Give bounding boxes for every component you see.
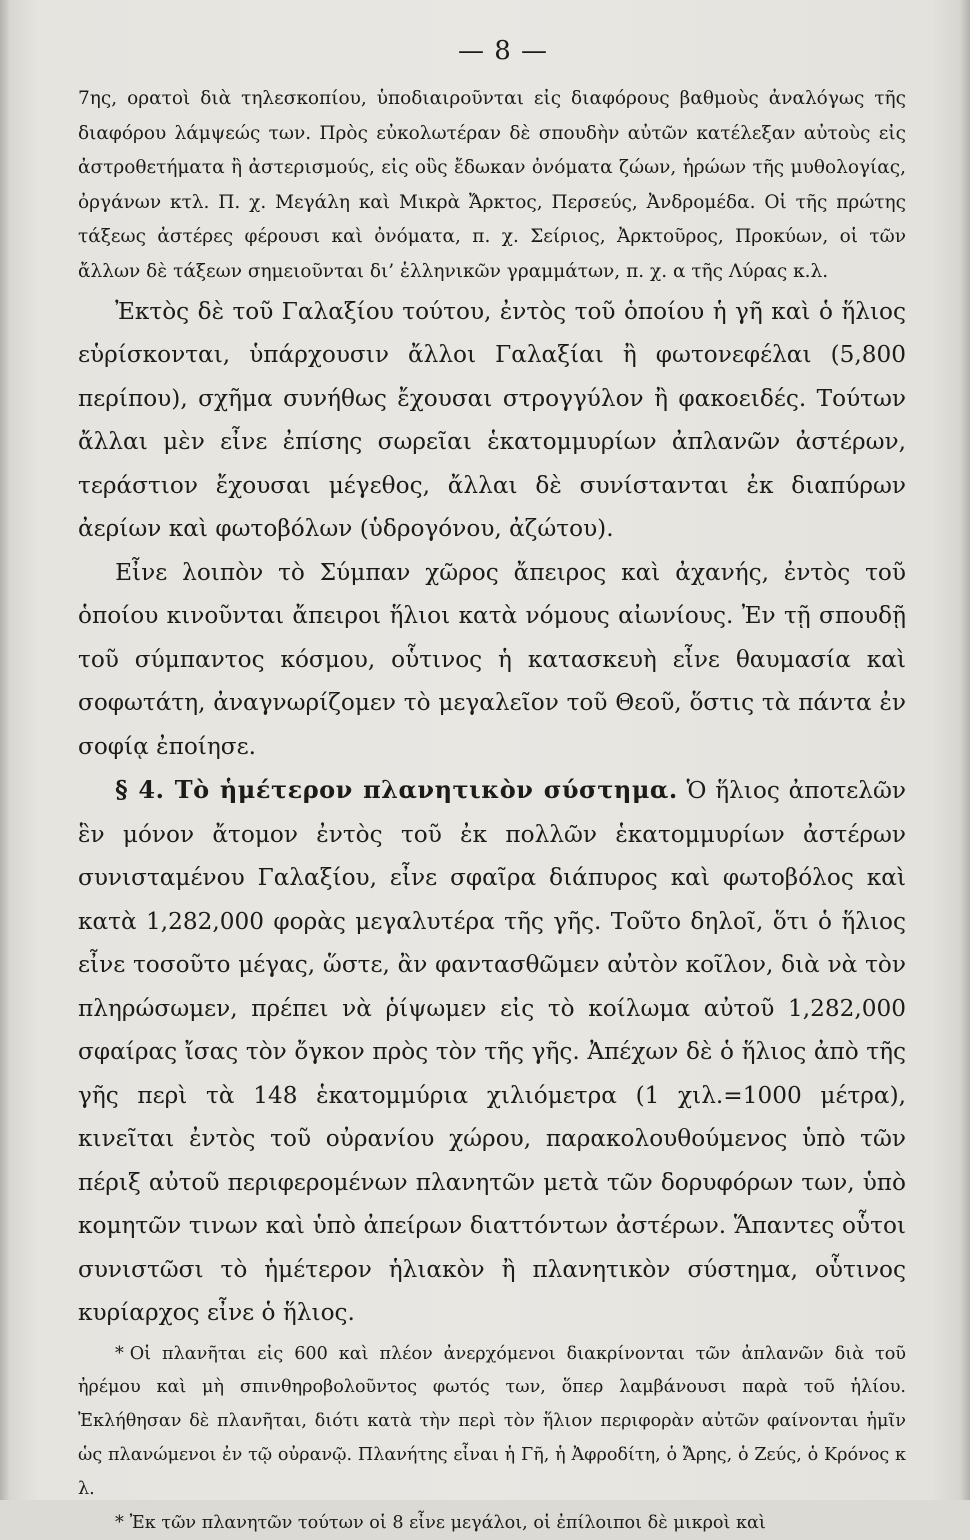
paragraph-stars-classification: 7ης, ορατοὶ διὰ τηλεσκοπίου, ὑποδιαιροῦνται εἰς διαφόρους βαθμοὺς ἀναλόγως τῆς διαφόρου λάμψεώς των. Πρὸς εὐκολωτέραν δὲ σπουδὴν αὐτῶν κατέλεξαν αὐτοὺς εἰς ἀστροθετήματα ἢ ἀστερισμούς, εἰς οὓς ἔδωκαν ὀνόματα ζώων, ἡρώων τῆς μυθολογίας, ὀργάνων κτλ. Π. χ. Μεγάλη καὶ Μικρὰ Ἄρκτος, Περσεύς, Ἀνδρομέδα. Οἱ τῆς πρώτης τάξεως ἀστέρες φέρουσι καὶ ὀνόματα, π. χ. Σείριος, Ἀρκτοῦρος, Προκύων, οἱ τῶν ἄλλων δὲ τάξεων σημειοῦνται δι’ ἑλληνικῶν γραμμάτων, π. χ. α τῆς Λύρας κ.λ. — [78, 88, 906, 282]
main-text — [78, 82, 906, 1540]
footnote-marker: * — [114, 1343, 124, 1364]
paragraph-galaxies: Ἐκτὸς δὲ τοῦ Γαλαξίου τούτου, ἐντὸς τοῦ ὁποίου ἡ γῆ καὶ ὁ ἥλιος εὑρίσκονται, ὑπάρχουσιν ἄλλοι Γαλαξίαι ἢ φωτονεφέλαι (5,800 περίπου), σχῆμα συνήθως ἔχουσαι στρογγύλον ἢ φακοειδές. Τούτων ἄλλαι μὲν εἶνε ἐπίσης σωρεῖαι ἑκατομμυρίων ἀπλανῶν ἀστέρων, τεράστιον ἔχουσαι μέγεθος, ἄλλαι δὲ συνίστανται ἐκ διαπύρων ἀερίων καὶ φωτοβόλων (ὑδρογόνου, ἀζώτου). — [78, 297, 906, 543]
footnote-text: Ἐκ τῶν πλανητῶν τούτων οἱ 8 εἶνε μεγάλοι, οἱ ἐπίλοιποι δὲ μικροὶ καὶ — [129, 1512, 766, 1533]
footnote-planets — [78, 1338, 906, 1507]
page-edge-right — [960, 0, 970, 1500]
footnote-text: Οἱ πλανῆται εἰς 600 καὶ πλέον ἀνερχόμενοι διακρίνονται τῶν ἀπλανῶν διὰ τοῦ ἠρέμου καὶ μὴ σπινθηροβολοῦντος φωτός των, ὅπερ λαμβάνουσι παρὰ τοῦ ἡλίου. Ἐκλήθησαν δὲ πλανῆται, διότι κατὰ τὴν περὶ τὸν ἥλιον περιφορὰν αὐτῶν φαίνονται ἡμῖν ὡς πλανώμενοι ἐν τῷ οὐρανῷ. Πλανήτης εἶναι ἡ Γῆ, ἡ Ἀφροδίτη, ὁ Ἄρης, ὁ Ζεύς, ὁ Κρόνος κ λ. — [78, 1343, 906, 1499]
footnote-marker: * — [114, 1512, 124, 1533]
footnote-major-minor — [78, 1507, 906, 1540]
section-heading: § 4. Τὸ ἡμέτερον πλανητικὸν σύστημα. — [115, 775, 678, 805]
footnotes — [78, 1338, 906, 1540]
page-edge-left — [0, 0, 10, 1500]
page-number: — 8 — — [457, 36, 549, 66]
section-body: Ὁ ἥλιος ἀποτελῶν ἓν μόνον ἄτομον ἐντὸς τοῦ ἐκ πολλῶν ἑκατομμυρίων ἀστέρων συνισταμένου Γαλαξίου, εἶνε σφαῖρα διάπυρος καὶ φωτοβόλος καὶ κατὰ 1,282,000 φορὰς μεγαλυτέρα τῆς γῆς. Τοῦτο δηλοῖ, ὅτι ὁ ἥλιος εἶνε τοσοῦτο μέγας, ὥστε, ἂν φαντασθῶμεν αὐτὸν κοῖλον, διὰ νὰ τὸν πληρώσωμεν, πρέπει νὰ ῥίψωμεν εἰς τὸ κοίλωμα αὐτοῦ 1,282,000 σφαίρας ἴσας τὸν ὄγκον πρὸς τὸν τῆς γῆς. Ἀπέχων δὲ ὁ ἥλιος ἀπὸ τῆς γῆς περὶ τὰ 148 ἑκατομμύρια χιλιόμετρα (1 χιλ.=1000 μέτρα), κινεῖται ἐντὸς τοῦ οὐρανίου χώρου, παρακολουθούμενος ὑπὸ τῶν πέριξ αὐτοῦ περιφερομένων πλανητῶν μετὰ τῶν δορυφόρων των, ὑπὸ κομητῶν τινων καὶ ὑπὸ ἀπείρων διαττόντων ἀστέρων. Ἅπαντες οὗτοι συνιστῶσι τὸ ἡμέτερον ἡλιακὸν ἢ πλανητικὸν σύστημα, οὗτινος κυρίαρχος εἶνε ὁ ἥλιος. — [78, 777, 907, 1327]
paragraph-planetary-system — [78, 768, 906, 1335]
paragraph-universe: Εἶνε λοιπὸν τὸ Σύμπαν χῶρος ἄπειρος καὶ ἀχανής, ἐντὸς τοῦ ὁποίου κινοῦνται ἄπειροι ἥλιοι κατὰ νόμους αἰωνίους. Ἐν τῇ σπουδῇ τοῦ σύμπαντος κόσμου, οὗτινος ἡ κατασκευὴ εἶνε θαυμασία καὶ σοφωτάτη, ἀναγνωρίζομεν τὸ μεγαλεῖον τοῦ Θεοῦ, ὅστις τὰ πάντα ἐν σοφίᾳ ἐποίησε. — [78, 558, 906, 760]
